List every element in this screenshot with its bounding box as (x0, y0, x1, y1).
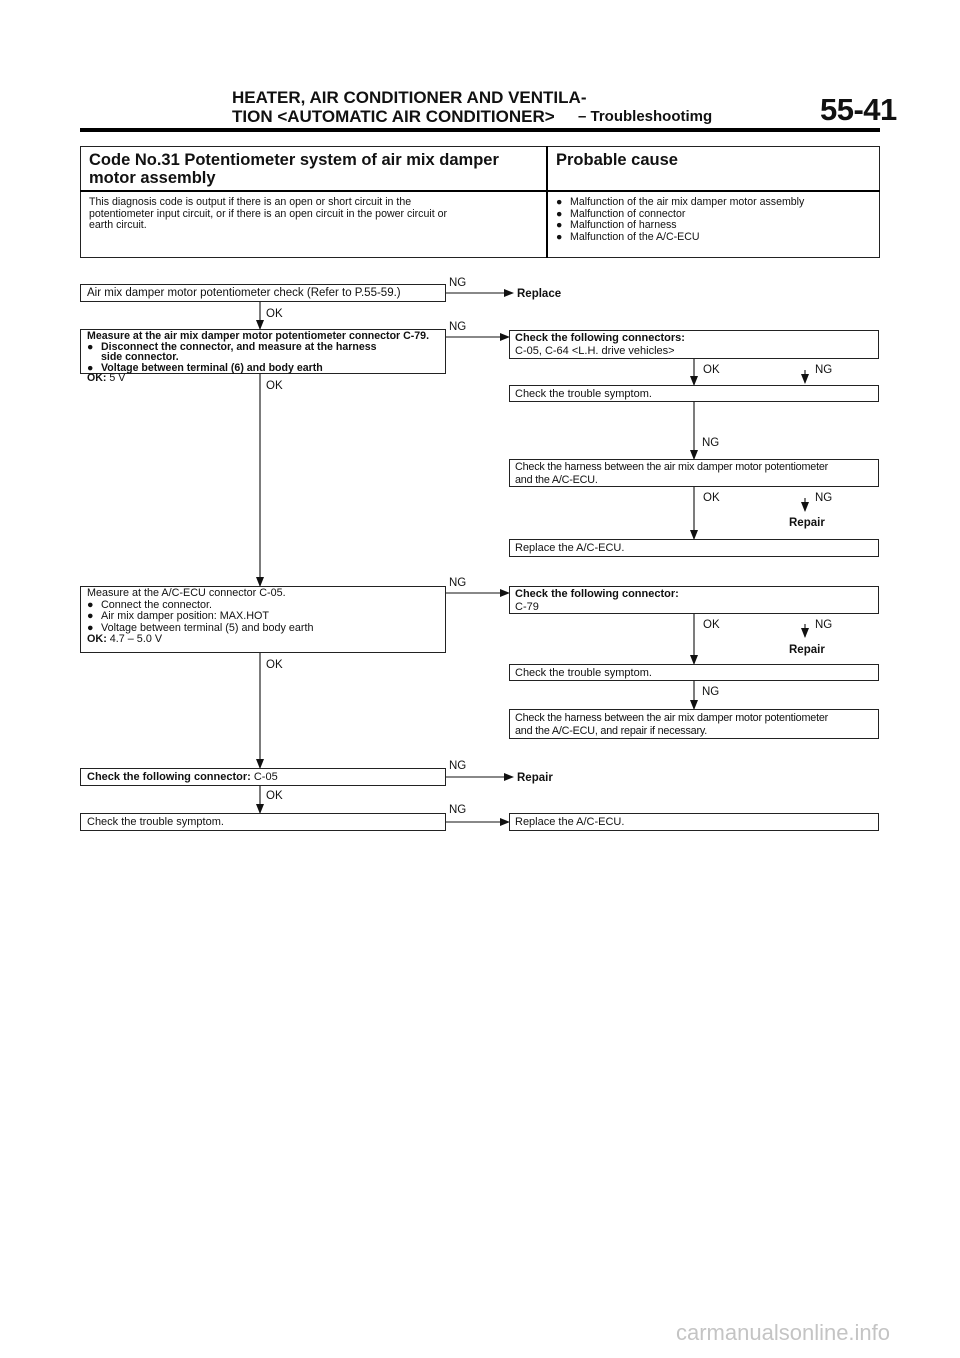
code-description-line1: This diagnosis code is output if there is an open or short circuit in the (89, 196, 412, 208)
check-trouble-box (509, 385, 879, 402)
cause-item: ● Malfunction of the A/C-ECU (556, 230, 700, 243)
check-harness-line2: and the A/C-ECU. (515, 474, 598, 486)
repair-label: Repair (789, 644, 825, 656)
check-harness-2-line1: Check the harness between the air mix damper motor potentiometer (515, 712, 829, 724)
measure-c05-box (80, 586, 446, 653)
check-harness-line1: Check the harness between the air mix damper motor potentiometer (515, 461, 829, 473)
measure-c05-ok: OK: 4.7 – 5.0 V (87, 633, 163, 645)
replace-ecu-label: Replace the A/C-ECU. (515, 542, 625, 554)
header-title-line2: TION <AUTOMATIC AIR CONDITIONER> (232, 107, 555, 126)
repair-label: Repair (789, 517, 825, 529)
ng-label: NG (449, 804, 467, 816)
check-connector-c79-box (509, 586, 879, 614)
measure-c05-item: ● Voltage between terminal (5) and body earth (87, 621, 314, 634)
probable-cause-heading: Probable cause (556, 151, 678, 169)
footer-watermark: carmanualsonline.info (676, 1320, 891, 1345)
measure-c79-item: ● Disconnect the connector, and measure at the harness (87, 340, 377, 353)
code-title-line2: motor assembly (89, 169, 216, 187)
ng-label: NG (815, 364, 833, 376)
header-title-line1: HEATER, AIR CONDITIONER AND VENTILA- (232, 88, 587, 107)
check-connector-c05-value: C-05 (253, 771, 278, 783)
check-connector-c79-title: Check the following connector: (515, 588, 679, 600)
final-check-trouble-label: Check the trouble symptom. (87, 816, 224, 828)
ng-label: NG (815, 492, 833, 504)
ok-label: OK (703, 492, 720, 504)
measure-c79-text (87, 331, 443, 384)
ok-label: OK (703, 364, 720, 376)
check-connectors-value: C-05, C-64 <L.H. drive vehicles> (515, 345, 675, 357)
measure-c79-box (80, 329, 446, 385)
measure-c05-item: ● Connect the connector. (87, 598, 213, 611)
ok-label: OK (266, 380, 283, 392)
ng-label: NG (449, 760, 467, 772)
ng-label: NG (449, 321, 467, 333)
cause-item: ● Malfunction of connector (556, 207, 686, 220)
check-connector-c05-box (80, 768, 446, 786)
check-trouble-label-2: Check the trouble symptom. (515, 667, 652, 679)
cause-item: ● Malfunction of the air mix damper motor assembly (556, 196, 805, 208)
repair-label: Repair (517, 772, 553, 784)
ng-label: NG (449, 577, 467, 589)
check-harness-box (509, 459, 879, 487)
measure-c79-ok: OK: 5 V (87, 372, 126, 385)
check-harness-box-2 (509, 709, 879, 739)
check-harness-2-line2: and the A/C-ECU, and repair if necessary. (515, 725, 708, 737)
ok-label: OK (266, 659, 283, 671)
code-description-line3: earth circuit. (89, 219, 147, 231)
measure-c79-item: ● Voltage between terminal (6) and body earth (87, 361, 323, 374)
ng-label: NG (449, 277, 467, 289)
measure-c05-item: ● Air mix damper position: MAX.HOT (87, 610, 269, 622)
potentiometer-check-box (80, 284, 446, 302)
code-description-line2: potentiometer input circuit, or if there is an open circuit in the power circuit or (89, 207, 447, 220)
final-replace-ecu-label: Replace the A/C-ECU. (515, 816, 625, 828)
header-section: – Troubleshootimg (578, 108, 713, 125)
ng-label: NG (702, 437, 720, 449)
check-connectors-box (509, 330, 879, 359)
page-number: 55-41 (820, 92, 897, 127)
replace-ecu-box (509, 539, 879, 557)
ok-label: OK (703, 619, 720, 631)
measure-c79-title: Measure at the air mix damper motor potentiometer connector C-79. (87, 330, 430, 342)
ok-label: OK (266, 790, 283, 802)
ok-label: OK (266, 308, 283, 320)
final-check-trouble-box (80, 813, 446, 831)
check-connectors-title: Check the following connectors: (515, 332, 685, 344)
check-connector-c05-label: Check the following connector: (87, 771, 251, 783)
check-trouble-label: Check the trouble symptom. (515, 388, 652, 400)
replace-label: Replace (517, 288, 562, 300)
code-title-line1: Code No.31 Potentiometer system of air mix damper (89, 151, 499, 169)
potentiometer-check-label: Air mix damper motor potentiometer check (Refer to P.55-59.) (87, 287, 401, 299)
measure-c05-title: Measure at the A/C-ECU connector C-05. (87, 587, 286, 599)
measure-c79-item-cont: side connector. (101, 351, 179, 364)
ng-label: NG (702, 686, 720, 698)
ng-label: NG (815, 619, 833, 631)
check-trouble-box-2 (509, 664, 879, 681)
check-connector-c79-value: C-79 (515, 601, 539, 613)
cause-item: ● Malfunction of harness (556, 219, 677, 231)
final-replace-ecu-box (509, 813, 879, 831)
